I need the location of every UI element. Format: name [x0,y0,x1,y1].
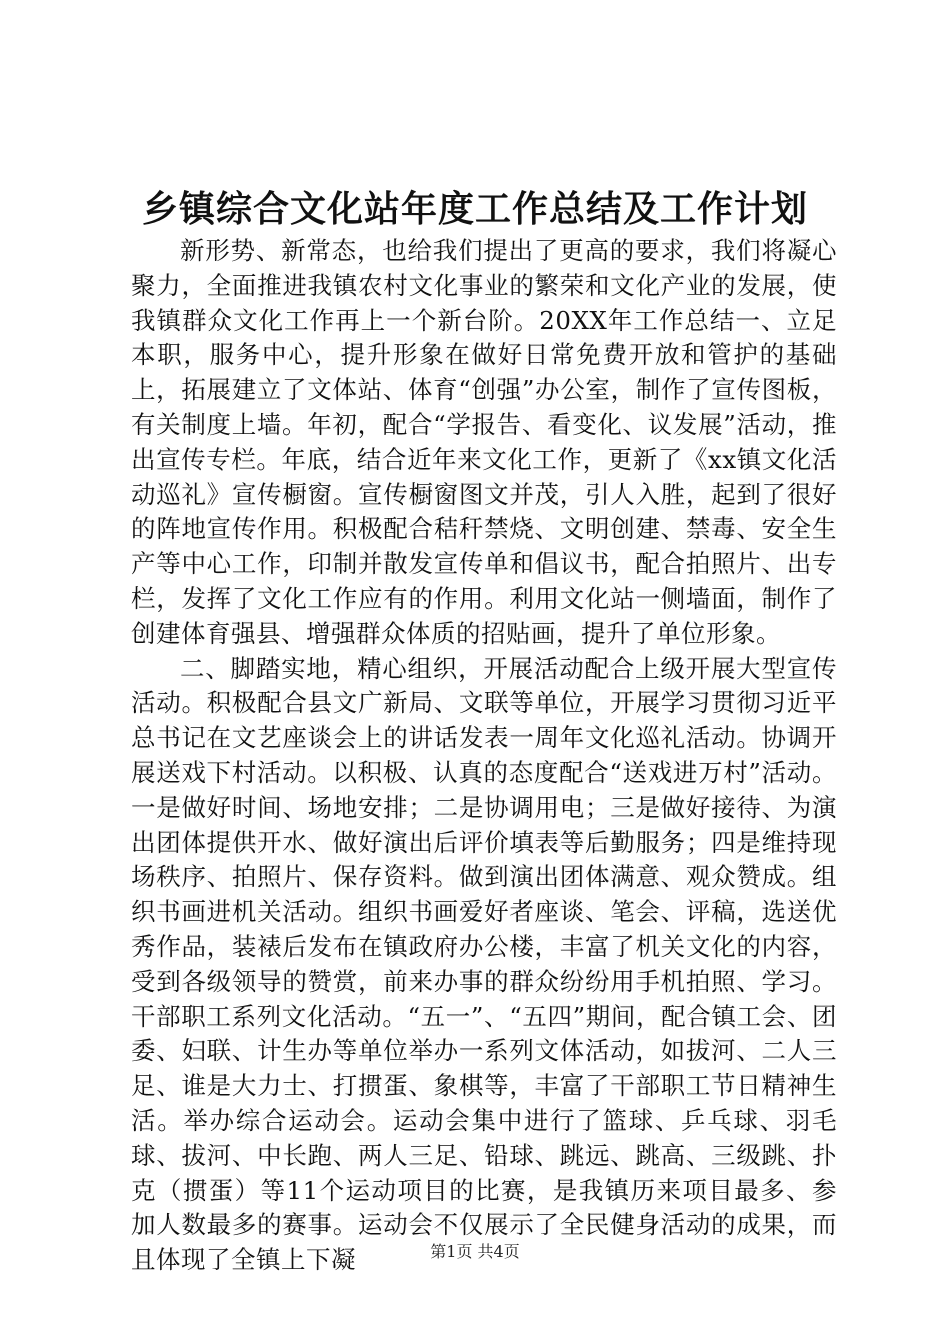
page-number-footer: 第1页 共4页 [430,1242,520,1261]
paragraph-1: 新形势、新常态，也给我们提出了更高的要求，我们将凝心聚力，全面推进我镇农村文化事业的繁荣和文化产业的发展，使我镇群众文化工作再上一个新台阶。20XX年工作总结一、立足本职，服务中心，提升形象在做好日常免费开放和管护的基础上，拓展建立了文体站、体育“创强”办公室，制作了宣传图板，有关制度上墙。年初，配合“学报告、看变化、议发展”活动，推出宣传专栏。年底，结合近年来文化工作，更新了《xx镇文化活动巡礼》宣传橱窗。宣传橱窗图文并茂，引人入胜，起到了很好的阵地宣传作用。积极配合秸秆禁烧、文明创建、禁毒、安全生产等中心工作，印制并散发宣传单和倡议书，配合拍照片、出专栏，发挥了文化工作应有的作用。利用文化站一侧墙面，制作了创建体育强县、增强群众体质的招贴画，提升了单位形象。 [131,236,837,648]
paragraph-2: 二、脚踏实地，精心组织，开展活动配合上级开展大型宣传活动。积极配合县文广新局、文联等单位，开展学习贯彻习近平总书记在文艺座谈会上的讲话发表一周年文化巡礼活动。协调开展送戏下村活动。以积极、认真的态度配合“送戏进万村”活动。一是做好时间、场地安排；二是协调用电；三是做好接待、为演出团体提供开水、做好演出后评价填表等后勤服务；四是维持现场秩序、拍照片、保存资料。做到演出团体满意、观众赞成。组织书画进机关活动。组织书画爱好者座谈、笔会、评稿，选送优秀作品，装裱后发布在镇政府办公楼，丰富了机关文化的内容，受到各级领导的赞赏，前来办事的群众纷纷用手机拍照、学习。干部职工系列文化活动。“五一”、“五四”期间，配合镇工会、团委、妇联、计生办等单位举办一系列文体活动，如拔河、二人三足、谁是大力士、打掼蛋、象棋等，丰富了干部职工节日精神生活。举办综合运动会。运动会集中进行了篮球、乒乓球、羽毛球、拔河、中长跑、两人三足、铅球、跳远、跳高、三级跳、扑克（掼蛋）等11个运动项目的比赛，是我镇历来项目最多、参加人数最多的赛事。运动会不仅展示了全民健身活动的成果，而且体现了全镇上下凝 [131,653,837,1275]
document-body [131,234,837,1278]
document-title: 乡镇综合文化站年度工作总结及工作计划 [141,188,808,230]
